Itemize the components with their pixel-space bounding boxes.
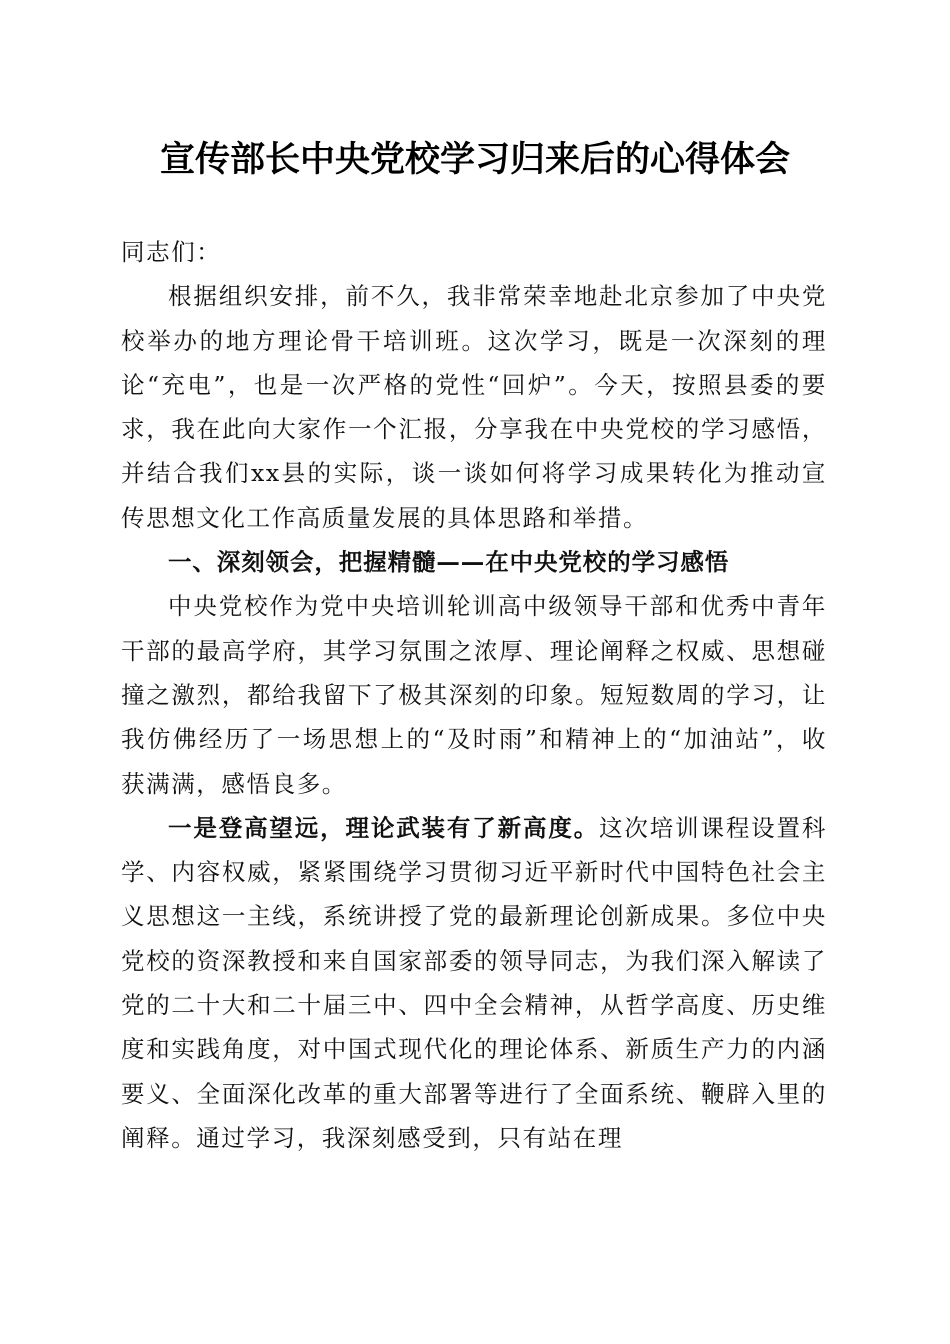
section-intro-paragraph: 中央党校作为党中央培训轮训高中级领导干部和优秀中青年干部的最高学府，其学习氛围之浓厚、理论阐释之权威、思想碰撞之激烈，都给我留下了极其深刻的印象。短短数周的学习，让我仿佛经历了一场思想上的“及时雨”和精神上的“加油站”，收获满满，感悟良多。 — [121, 592, 827, 798]
document-title: 宣传部长中央党校学习归来后的心得体会 — [159, 139, 790, 180]
point-one-lead: 一是登高望远，理论武装有了新高度。 — [168, 813, 600, 842]
point-one-body: 这次培训课程设置科学、内容权威，紧紧围绕学习贯彻习近平新时代中国特色社会主义思想这一主线，系统讲授了党的最新理论创新成果。多位中央党校的资深教授和来自国家部委的领导同志，为我们深入解读了党的二十大和二十届三中、四中全会精神，从哲学高度、历史维度和实践角度，对中国式现代化的理论体系、新质生产力的内涵要义、全面深化改革的重大部署等进行了全面系统、鞭辟入里的阐释。通过学习，我深刻感受到，只有站在理 — [121, 813, 827, 1152]
section-heading: 一、深刻领会，把握精髓——在中央党校的学习感悟 — [168, 548, 730, 577]
intro-paragraph: 根据组织安排，前不久，我非常荣幸地赴北京参加了中央党校举办的地方理论骨干培训班。这次学习，既是一次深刻的理论“充电”，也是一次严格的党性“回炉”。今天，按照县委的要求，我在此向大家作一个汇报，分享我在中央党校的学习感悟，并结合我们xx县的实际，谈一谈如何将学习成果转化为推动宣传思想文化工作高质量发展的具体思路和举措。 — [121, 282, 827, 532]
point-one-paragraph — [121, 806, 827, 1160]
salutation: 同志们： — [121, 238, 222, 266]
document-body — [121, 230, 827, 1160]
